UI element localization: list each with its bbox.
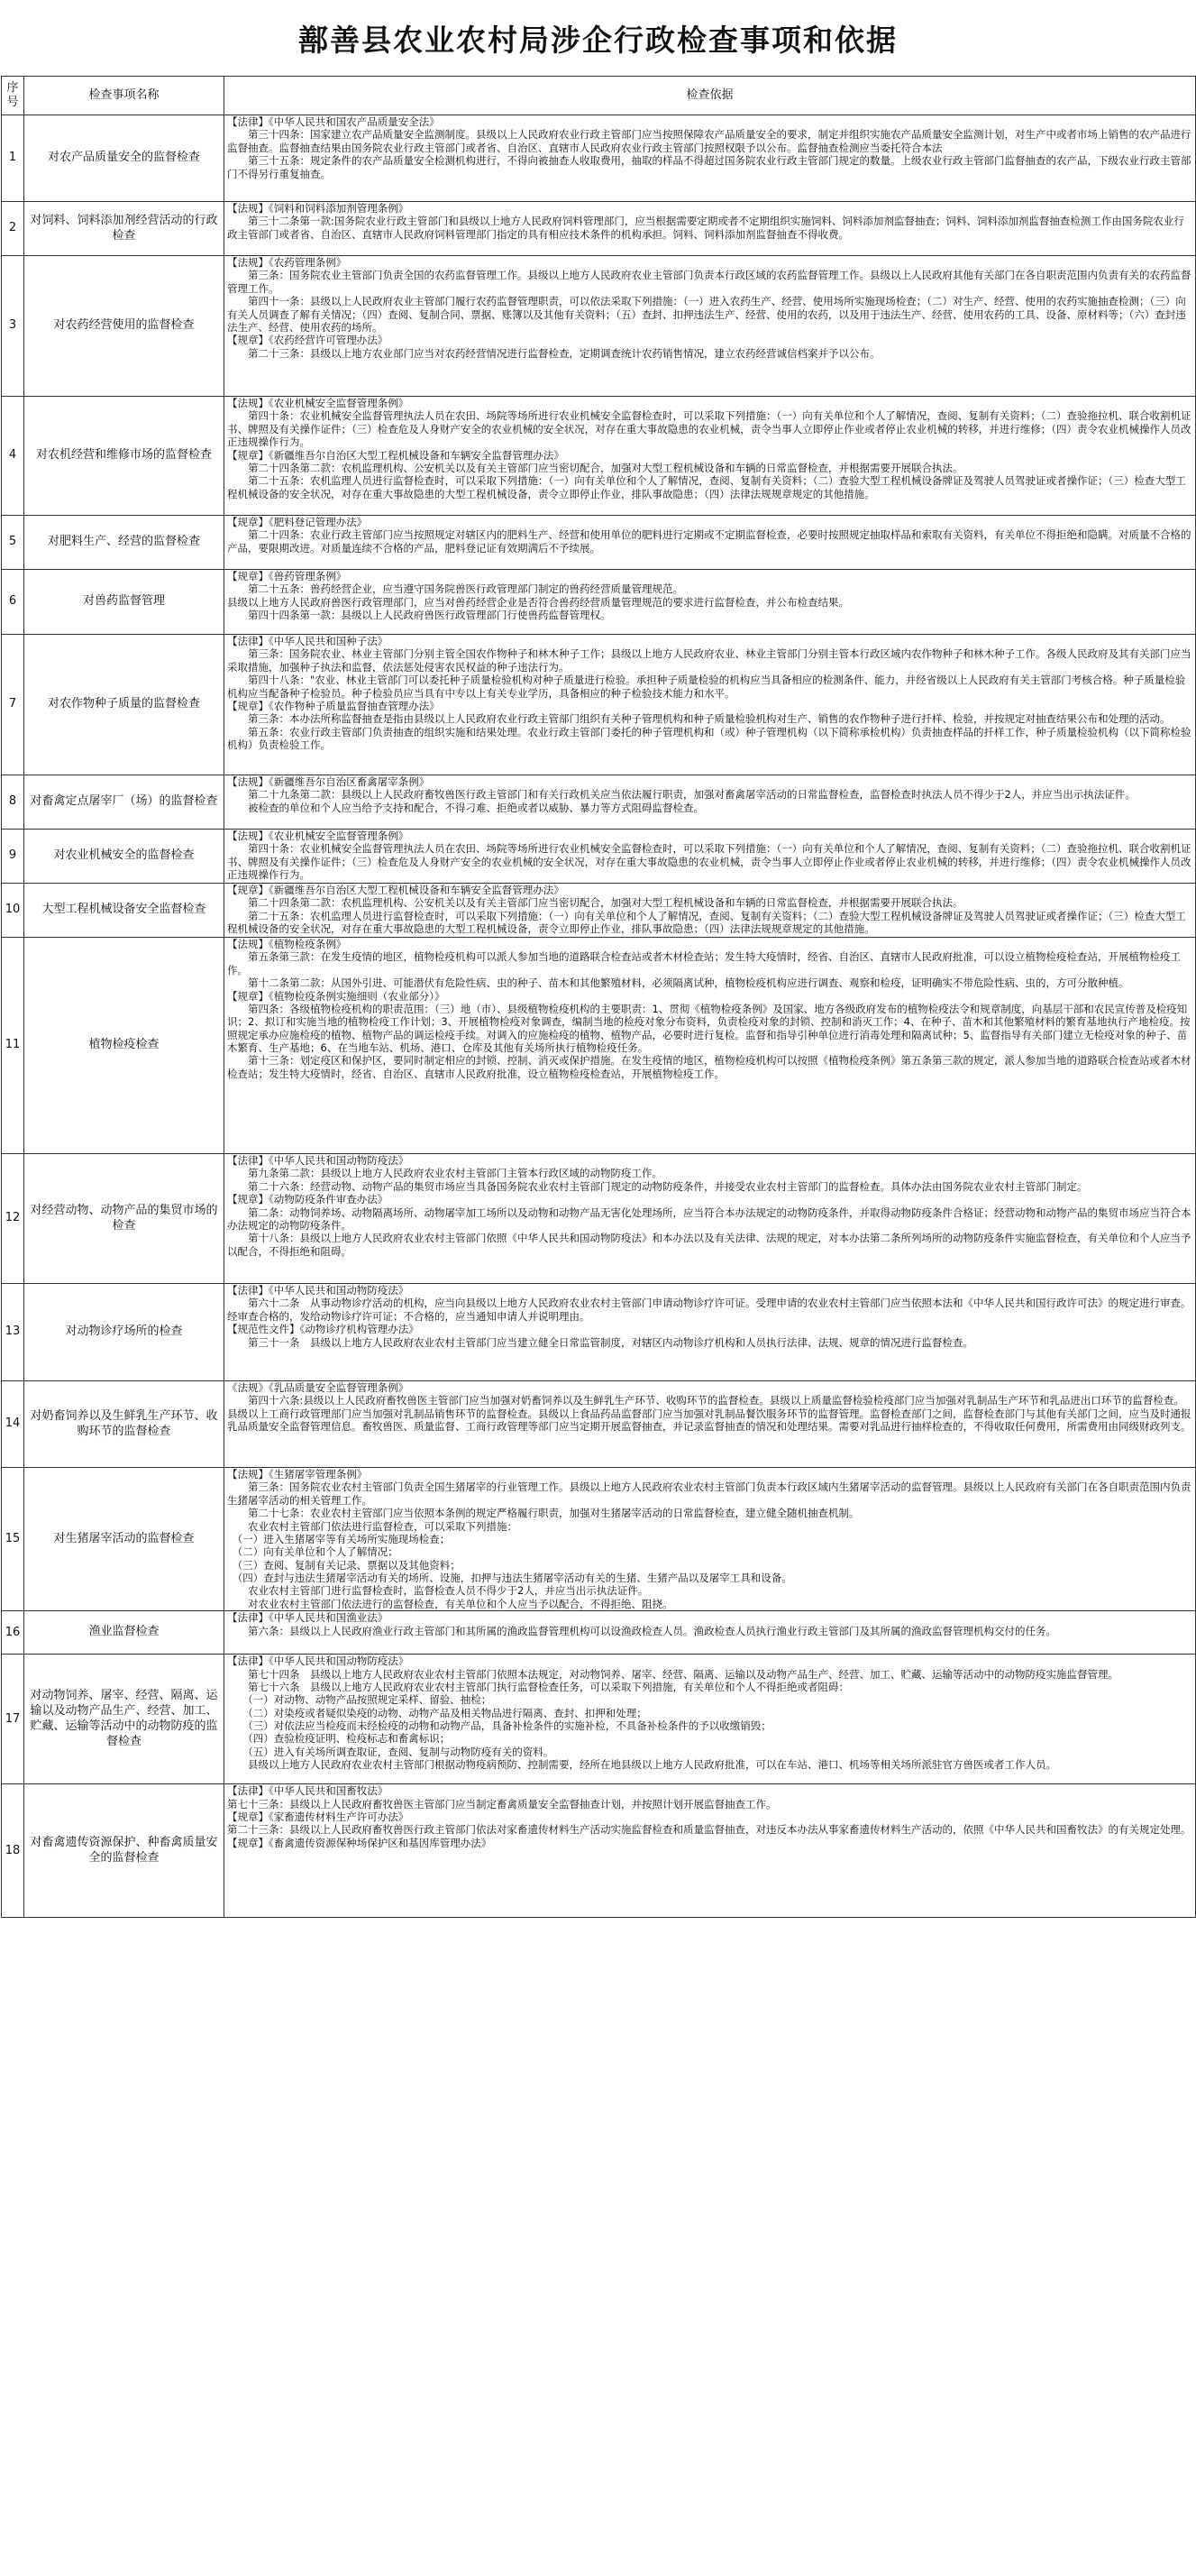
inspection-item-name: 对奶畜饲养以及生鲜乳生产环节、收购环节的监督检查: [24, 1381, 224, 1468]
inspection-basis: [224, 570, 1196, 635]
inspection-item-name: 对农产品质量安全的监督检查: [24, 115, 224, 202]
table-row: [2, 516, 1196, 570]
inspection-item-name: 植物检疫检查: [24, 938, 224, 1154]
row-number: 18: [2, 1784, 24, 1918]
basis-line: 【规章】《新疆维吾尔自治区大型工程机械设备和车辆安全监督管理办法》: [227, 884, 564, 896]
row-number: 1: [2, 115, 24, 202]
basis-line: 第二十九条第二款：县级以上人民政府畜牧兽医行政主管部门和有关行政机关应当依法履行职责，加强对畜禽屠宰活动的日常监督检查，监督检查时执法人员不得少于2人，并应当出示执法证件。: [227, 788, 1136, 802]
inspection-basis: [224, 1284, 1196, 1381]
inspection-basis: [224, 1611, 1196, 1655]
basis-line: 第二十七条：农业农村主管部门应当依照本条例的规定严格履行职责，加强对生猪屠宰活动的日常监督检查，建立健全随机抽查机制。: [227, 1507, 860, 1520]
basis-line: 第二十四条第二款：农机监理机构、公安机关以及有关主管部门应当密切配合，加强对大型工程机械设备和车辆的日常监督检查，并根据需要开展联合执法。: [227, 896, 963, 910]
basis-line: 第四十四条第一款：县级以上人民政府兽医行政管理部门行使兽药监督管理权。: [227, 609, 611, 622]
basis-line: （二）对染疫或者疑似染疫的动物、动物产品及相关物品进行隔离、查封、扣押和处理；: [227, 1706, 647, 1719]
basis-line: 第二十四条第二款：农机监理机构、公安机关以及有关主管部门应当密切配合，加强对大型工程机械设备和车辆的日常监督检查，并根据需要开展联合执法。: [227, 461, 963, 474]
row-number: 9: [2, 830, 24, 884]
basis-line: 对农业农村主管部门依法进行的监督检查，有关单位和个人应当予以配合，不得拒绝、阻挠。: [227, 1597, 673, 1610]
basis-line: 第九条第二款：县级以上地方人民政府农业农村主管部门主管本行政区域的动物防疫工作。: [227, 1167, 662, 1180]
header-basis: 检查依据: [224, 77, 1196, 115]
inspection-table: [1, 76, 1196, 1918]
basis-line: 【法律】《中华人民共和国种子法》: [227, 635, 388, 647]
table-row: [2, 1154, 1196, 1284]
row-number: 15: [2, 1468, 24, 1611]
basis-line: 《法规》《乳品质量安全监督管理条例》: [227, 1381, 409, 1394]
basis-line: 县级以上地方人民政府兽医行政管理部门，应当对兽药经营企业是否符合兽药经营质量管理规范的要求进行监督检查，并公布检查结果。: [227, 595, 849, 609]
inspection-item-name: 对农业机械安全的监督检查: [24, 830, 224, 884]
basis-line: 第二十五条：农机监理人员进行监督检查时，可以采取下列措施：（一）向有关单位和个人了解情况，查阅、复制有关资料；（二）查验大型工程机械设备牌证及驾驶人员驾驶证或者操作证；（三）检查大型工程机械设备的安全状况，对存在重大事故隐患的大型工程机械设备，责令立即停止作业，排队事故隐患；（四）法律法规规章规定的其他措施。: [227, 474, 1186, 500]
basis-line: 【法律】《中华人民共和国渔业法》: [227, 1611, 388, 1625]
table-row: [2, 830, 1196, 884]
inspection-basis: [224, 635, 1196, 775]
basis-line: 第五条第三款：在发生疫情的地区，植物检疫机构可以派人参加当地的道路联合检查站或者木材检查站；发生特大疫情时，经省、自治区、直辖市人民政府批准，可以设立植物检疫检查站，开展植物检疫工作。: [227, 950, 1181, 976]
row-number: 4: [2, 397, 24, 516]
basis-line: 第二十三条：县级以上人民政府畜牧兽医行政主管部门依法对家畜遗传材料生产活动实施监督检查和质量监督抽查，对违反本办法从事家畜遗传材料生产活动的，依照《中华人民共和国畜牧法》的有关规定处理。: [227, 1823, 1191, 1837]
basis-line: 第三十五条：规定条件的农产品质量安全检测机构进行，不得向被抽查人收取费用，抽取的样品不得超过国务院农业行政主管部门规定的数量。上级农业行政主管部门监督抽查的农产品，下级农业行政主管部门不得另行重复抽查。: [227, 154, 1191, 180]
table-row: [2, 202, 1196, 256]
basis-line: 第六十二条 从事动物诊疗活动的机构，应当向县级以上地方人民政府农业农村主管部门申请动物诊疗许可证。受理申请的农业农村主管部门应当依照本法和《中华人民共和国行政许可法》的规定进行审查。经审查合格的，发给动物诊疗许可证；不合格的，应当通知申请人并说明理由。: [227, 1297, 1191, 1323]
basis-line: 第七十四条 县级以上地方人民政府农业农村主管部门依照本法规定，对动物饲养、屠宰、经营、隔离、运输以及动物产品生产、经营、加工、贮藏、运输等活动中的动物防疫实施监督管理。: [227, 1667, 1118, 1681]
inspection-basis: [224, 256, 1196, 397]
table-row: [2, 1784, 1196, 1918]
basis-line: 第五条：农业行政主管部门负责抽查的组织实施和结果处理。农业行政主管部门委托的种子管理机构和（或）种子管理机构（以下简称承检机构）负责抽查样品的扦样工作，种子质量检验机构（以下简称检验机构）负责检验工作。: [227, 725, 1191, 751]
basis-line: （二）向有关单位和个人了解情况；: [227, 1545, 398, 1559]
inspection-basis: [224, 1655, 1196, 1784]
basis-line: 【规章】《动物防疫条件审查办法》: [227, 1193, 388, 1206]
row-number: 13: [2, 1284, 24, 1381]
basis-line: 第二十三条：县级以上地方农业部门应当对农药经营情况进行监督检查，定期调查统计农药销售情况，建立农药经营诚信档案并予以公布。: [227, 346, 881, 360]
basis-line: 被检查的单位和个人应当给予支持和配合，不得刁难、拒绝或者以威胁、暴力等方式阻碍监督检查。: [227, 801, 704, 814]
basis-line: 县级以上地方人民政府农业农村主管部门根据动物疫病预防、控制需要，经所在地县级以上地方人民政府批准，可以在车站、港口、机场等相关场所派驻官方兽医或者工作人员。: [227, 1758, 1056, 1772]
inspection-basis: [224, 884, 1196, 938]
inspection-item-name: 对饲料、饲料添加剂经营活动的行政检查: [24, 202, 224, 256]
table-row: [2, 1381, 1196, 1468]
basis-line: 【规章】《肥料登记管理办法》: [227, 516, 368, 528]
basis-line: 【规章】《兽药管理条例》: [227, 570, 347, 582]
table-row: [2, 775, 1196, 830]
inspection-item-name: 大型工程机械设备安全监督检查: [24, 884, 224, 938]
row-number: 3: [2, 256, 24, 397]
basis-line: （四）查验检疫证明、检疫标志和畜禽标识；: [227, 1732, 451, 1746]
inspection-basis: [224, 397, 1196, 516]
table-row: [2, 1611, 1196, 1655]
inspection-item-name: 对动物饲养、屠宰、经营、隔离、运输以及动物产品生产、经营、加工、贮藏、运输等活动中的动物防疫的监督检查: [24, 1655, 224, 1784]
table-body: [2, 115, 1196, 1918]
basis-line: 【法规】《农药管理条例》: [227, 256, 347, 269]
basis-line: （三）查阅、复制有关记录、票据以及其他资料；: [227, 1558, 461, 1572]
basis-line: 第四十条：农业机械安全监督管理执法人员在农田、场院等场所进行农业机械安全监督检查时，可以采取下列措施：（一）向有关单位和个人了解情况，查阅、复制有关资料；（二）查验拖拉机、联合收割机证书、牌照及有关操作证件；（三）检查危及人身财产安全的农业机械的安全状况，对存在重大事故隐患的农业机械，责令当事人立即停止作业或者停止农业机械的转移，并进行维修；（四）责令农业机械操作人员改正违规操作行为。: [227, 409, 1191, 449]
inspection-basis: [224, 1381, 1196, 1468]
inspection-basis: [224, 115, 1196, 202]
inspection-item-name: 对农药经营使用的监督检查: [24, 256, 224, 397]
basis-line: 农业农村主管部门进行监督检查时，监督检查人员不得少于2人，并应当出示执法证件。: [227, 1584, 649, 1598]
basis-line: 第二十五条：农机监理人员进行监督检查时，可以采取下列措施：（一）向有关单位和个人了解情况，查阅、复制有关资料；（二）查验大型工程机械设备牌证及驾驶人员驾驶证或者操作证；（三）检查大型工程机械设备的安全状况，对存在重大事故隐患的大型工程机械设备，责令立即停止作业，排队事故隐患；（四）法律法规规章规定的其他措施。: [227, 909, 1186, 936]
basis-line: 第四十一条：县级以上人民政府农业主管部门履行农药监督管理职责，可以依法采取下列措施：（一）进入农药生产、经营、使用场所实施现场检查；（二）对生产、经营、使用的农药实施抽查检测；（三）向有关人员调查了解有关情况；（四）查阅、复制合同、票据、账簿以及其他有关资料；（五）查封、扣押违法生产、经营、使用的农药，以及用于违法生产、经营、使用农药的工具、设备、原材料等；（六）查封违法生产、经营、使用农药的场所。: [227, 295, 1186, 334]
basis-line: 第四条：各级植物检疫机构的职责范围：（三）地（市）、县级植物检疫机构的主要职责：1、贯彻《植物检疫条例》及国家、地方各级政府发布的植物检疫法令和规章制度，向基层干部和农民宣传普及检疫知识；2、拟订和实施当地的植物检疫工作计划；3、开展植物检疫对象调查，编制当地的检疫对象分布资料，负责检疫对象的封锁、控制和消灭工作；4、在种子、苗木和其他繁殖材料的繁育基地执行产地检疫。按照规定承办应施检疫的植物、植物产品的调运检疫手续。对调入的应施检疫的植物、植物产品，必要时进行复检。监督和指导引种单位进行消毒处理和隔离试种；5、监督指导有关部门建立无检疫对象的种子、苗木繁育、生产基地；6、在当地车站、机场、港口、仓库及其他有关场所执行植物检疫任务。: [227, 1002, 1191, 1054]
inspection-basis: [224, 1468, 1196, 1611]
inspection-item-name: 对生猪屠宰活动的监督检查: [24, 1468, 224, 1611]
inspection-item-name: 对农机经营和维修市场的监督检查: [24, 397, 224, 516]
basis-line: 第三十四条：国家建立农产品质量安全监测制度。县级以上人民政府农业行政主管部门应当按照保障农产品质量安全的要求，制定并组织实施农产品质量安全监测计划，对生产中或者市场上销售的农产品进行监督抽查。监督抽查结果由国务院农业行政主管部门或者省、自治区、直辖市人民政府农业行政主管部门按照权限予以公布。监督抽查检测应当委托符合本法: [227, 128, 1191, 154]
basis-line: 第十三条：划定疫区和保护区，要同时制定相应的封锁、控制、消灭或保护措施。在发生疫情的地区，植物检疫机构可以按照《植物检疫条例》第五条第三款的规定，派人参加当地的道路联合检查站或者木材检查站；发生特大疫情时，经省、自治区、直辖市人民政府批准，设立植物检疫检查站，开展植物检疫工作。: [227, 1054, 1191, 1080]
basis-line: （一）进入生猪屠宰等有关场所实施现场检查；: [227, 1532, 451, 1545]
header-no: 序号: [2, 77, 24, 115]
basis-line: 【法律】《中华人民共和国动物防疫法》: [227, 1655, 409, 1668]
basis-line: 第四十条：农业机械安全监督管理执法人员在农田、场院等场所进行农业机械安全监督检查时，可以采取下列措施：（一）向有关单位和个人了解情况，查阅、复制有关资料；（二）查验拖拉机、联合收割机证书、牌照及有关操作证件；（三）检查危及人身财产安全的农业机械的安全状况，对存在重大事故隐患的农业机械，责令当事人立即停止作业或者停止农业机械的转移，并进行维修；（四）责令农业机械操作人员改正违规操作行为。: [227, 842, 1191, 882]
table-row: [2, 635, 1196, 775]
basis-line: 【法规】《饲料和饲料添加剂管理条例》: [227, 202, 409, 215]
basis-line: 第三条：国务院农业农村主管部门负责全国生猪屠宰的行业管理工作。县级以上地方人民政府农业农村主管部门负责本行政区域内生猪屠宰活动的监督管理。县级以上人民政府有关部门在各自职责范围内负责生猪屠宰活动的相关管理工作。: [227, 1481, 1191, 1507]
table-header-row: [2, 77, 1196, 115]
inspection-basis: [224, 516, 1196, 570]
inspection-basis: [224, 1154, 1196, 1284]
basis-line: 【法规】《新疆维吾尔自治区畜禽屠宰条例》: [227, 775, 430, 788]
basis-line: 第三十二条第一款:国务院农业行政主管部门和县级以上地方人民政府饲料管理部门，应当根据需要定期或者不定期组织实施饲料、饲料添加剂监督抽查；饲料、饲料添加剂监督抽查检测工作由国务院农业行政主管部门或者省、自治区、直辖市人民政府饲料管理部门指定的具有相应技术条件的机构承担。饲料、饲料添加剂监督抽查不得收费。: [227, 215, 1184, 241]
inspection-basis: [224, 1784, 1196, 1918]
row-number: 6: [2, 570, 24, 635]
inspection-item-name: 渔业监督检查: [24, 1611, 224, 1655]
basis-line: （四）查封与违法生猪屠宰活动有关的场所、设施，扣押与违法生猪屠宰活动有关的生猪、生猪产品以及屠宰工具和设备。: [227, 1572, 792, 1584]
basis-line: 【法律】《中华人民共和国畜牧法》: [227, 1784, 388, 1798]
basis-line: 第二十四条：农业行政主管部门应当按照规定对辖区内的肥料生产、经营和使用单位的肥料进行定期或不定期监督检查，必要时按照规定抽取样品和索取有关资料，有关单位不得拒绝和隐瞒。对质量不合格的产品，要限期改进。对质量连续不合格的产品，肥料登记证有效期满后不予续展。: [227, 528, 1191, 555]
inspection-item-name: 对农作物种子质量的监督检查: [24, 635, 224, 775]
basis-line: 第二十五条：兽药经营企业，应当遵守国务院兽医行政管理部门制定的兽药经营质量管理规范。: [227, 582, 683, 596]
inspection-basis: [224, 830, 1196, 884]
inspection-basis: [224, 775, 1196, 830]
header-name: 检查事项名称: [24, 77, 224, 115]
basis-line: 第十八条：县级以上地方人民政府农业农村主管部门依照《中华人民共和国动物防疫法》和本办法以及有关法律、法规的规定，对本办法第二条所列场所的动物防疫条件实施监督检查，有关单位和个人应当予以配合，不得拒绝和阻碍。: [227, 1232, 1191, 1258]
basis-line: 第二条：动物饲养场、动物隔离场所、动物屠宰加工场所以及动物和动物产品无害化处理场所，应当符合本办法规定的动物防疫条件，并取得动物防疫条件合格证；经营动物和动物产品的集贸市场应当符合本办法规定的动物防疫条件。: [227, 1205, 1191, 1232]
basis-line: 【规章】《植物检疫条例实施细则（农业部分）》: [227, 989, 445, 1003]
basis-line: 第三十一条 县级以上地方人民政府农业农村主管部门应当建立健全日常监管制度，对辖区内动物诊疗机构和人员执行法律、法规、规章的情况进行监督检查。: [227, 1335, 973, 1349]
table-row: [2, 1284, 1196, 1381]
inspection-basis: [224, 938, 1196, 1154]
basis-line: 【法规】《生猪屠宰管理条例》: [227, 1468, 368, 1481]
inspection-item-name: 对畜禽遗传资源保护、种畜禽质量安全的监督检查: [24, 1784, 224, 1918]
basis-line: 【法律】《中华人民共和国动物防疫法》: [227, 1154, 409, 1167]
document-title: 鄯善县农业农村局涉企行政检查事项和依据: [298, 22, 898, 58]
row-number: 17: [2, 1655, 24, 1784]
table-row: [2, 1468, 1196, 1611]
table-row: [2, 1655, 1196, 1784]
basis-line: 【法律】《中华人民共和国动物防疫法》: [227, 1284, 409, 1297]
basis-line: 【规章】《新疆维吾尔自治区大型工程机械设备和车辆安全监督管理办法》: [227, 448, 564, 462]
basis-line: 【规范性文件】《动物诊疗机构管理办法》: [227, 1323, 419, 1336]
basis-line: 【规章】《畜禽遗传资源保种场保护区和基因库管理办法》: [227, 1836, 492, 1849]
table-row: [2, 884, 1196, 938]
basis-line: 【法规】《植物检疫条例》: [227, 938, 347, 950]
basis-line: 【法律】《中华人民共和国农产品质量安全法》: [227, 115, 440, 128]
basis-line: 第三条：国务院农业、林业主管部门分别主管全国农作物种子和林木种子工作；县级以上地方人民政府农业、林业主管部门分别主管本行政区域内农作物种子和林木种子工作。各级人民政府及其有关部门应当采取措施，加强种子执法和监督，依法惩处侵害农民权益的种子违法行为。: [227, 647, 1191, 674]
row-number: 8: [2, 775, 24, 830]
basis-line: （一）对动物、动物产品按照规定采样、留验、抽检；: [227, 1693, 492, 1707]
table-row: [2, 256, 1196, 397]
inspection-item-name: 对动物诊疗场所的检查: [24, 1284, 224, 1381]
basis-line: 【规章】《农作物种子质量监督抽查管理办法》: [227, 699, 440, 712]
row-number: 16: [2, 1611, 24, 1655]
basis-line: 第十二条第二款：从国外引进、可能潜伏有危险性病、虫的种子、苗木和其他繁殖材料，必须隔离试种，植物检疫机构应进行调查、观察和检疫，证明确实不带危险性病、虫的，方可分散种植。: [227, 976, 1129, 990]
inspection-item-name: 对肥料生产、经营的监督检查: [24, 516, 224, 570]
basis-line: 第四十八条："农业、林业主管部门可以委托种子质量检验机构对种子质量进行检验。承担种子质量检验的机构应当具备相应的检测条件、能力，并经省级以上人民政府有关主管部门考核合格。种子质量检验机构应当配备种子检验员。种子检验员应当具有中专以上有关专业学历，具备相应的种子检验技术能力和水平。: [227, 674, 1186, 700]
basis-line: 【规章】《农药经营许可管理办法》: [227, 334, 388, 347]
basis-line: 第二十六条：经营动物、动物产品的集贸市场应当具备国务院农业农村主管部门规定的动物防疫条件，并接受农业农村主管部门的监督检查。具体办法由国务院农业农村主管部门制定。: [227, 1179, 1088, 1193]
basis-line: 第六条：县级以上人民政府渔业行政主管部门和其所属的渔政监督管理机构可以设渔政检查人员。渔政检查人员执行渔业行政主管部门及其所属的渔政监督管理机构交付的任务。: [227, 1624, 1056, 1637]
row-number: 14: [2, 1381, 24, 1468]
basis-line: （三）对依法应当检疫而未经检疫的动物和动物产品，具备补检条件的实施补检，不具备补检条件的予以收缴销毁；: [227, 1719, 771, 1732]
table-row: [2, 938, 1196, 1154]
row-number: 2: [2, 202, 24, 256]
basis-line: 第三条：本办法所称监督抽查是指由县级以上人民政府农业行政主管部门组织有关种子管理机构和种子质量检验机构对生产、销售的农作物种子进行扦样、检验，并按规定对抽查结果公布和处理的活动。: [227, 712, 1171, 726]
inspection-basis: [224, 202, 1196, 256]
row-number: 7: [2, 635, 24, 775]
row-number: 5: [2, 516, 24, 570]
basis-line: 农业农村主管部门依法进行监督检查，可以采取下列措施：: [227, 1519, 517, 1533]
table-row: [2, 397, 1196, 516]
table-row: [2, 570, 1196, 635]
basis-line: 【法规】《农业机械安全监督管理条例》: [227, 830, 409, 842]
basis-line: 第七十三条：县级以上人民政府畜牧兽医主管部门应当制定畜禽质量安全监督抽查计划，并按照计划开展监督抽查工作。: [227, 1797, 777, 1811]
basis-line: 【规章】《家畜遗传材料生产许可办法》: [227, 1810, 409, 1823]
row-number: 12: [2, 1154, 24, 1284]
row-number: 11: [2, 938, 24, 1154]
basis-line: （五）进入有关场所调查取证，查阅、复制与动物防疫有关的资料。: [227, 1745, 554, 1758]
basis-line: 第七十六条 县级以上地方人民政府农业农村主管部门执行监督检查任务，可以采取下列措施，有关单位和个人不得拒绝或者阻碍：: [227, 1680, 849, 1693]
inspection-item-name: 对经营动物、动物产品的集贸市场的检查: [24, 1154, 224, 1284]
row-number: 10: [2, 884, 24, 938]
basis-line: 【法规】《农业机械安全监督管理条例》: [227, 397, 409, 409]
basis-line: 第三条：国务院农业主管部门负责全国的农药监督管理工作。县级以上地方人民政府农业主管部门负责本行政区域的农药监督管理工作。县级以上人民政府其他有关部门在各自职责范围内负责有关的农药监督管理工作。: [227, 269, 1191, 295]
table-row: [2, 115, 1196, 202]
inspection-item-name: 对畜禽定点屠宰厂（场）的监督检查: [24, 775, 224, 830]
inspection-item-name: 对兽药监督管理: [24, 570, 224, 635]
basis-line: 第四十六条:县级以上人民政府畜牧兽医主管部门应当加强对奶畜饲养以及生鲜乳生产环节、收购环节的监督检查。县级以上质量监督检验检疫部门应当加强对乳制品生产环节和乳品进出口环节的监督检查。县级以上工商行政管理部门应当加强对乳制品销售环节的监督检查。县级以上食品药品监督部门应当加强对乳制品餐饮服务环节的监督管理。监督检查部门之间，监督检查部门与其他有关部门之间，应当及时通报乳品质量安全监督管理信息。畜牧兽医、质量监督、工商行政管理等部门应当定期开展监督抽查，并记录监督抽查的情况和处理结果。需要对乳品进行抽样检查的，不得收取任何费用，所需费用由同级财政列支。: [227, 1394, 1191, 1434]
